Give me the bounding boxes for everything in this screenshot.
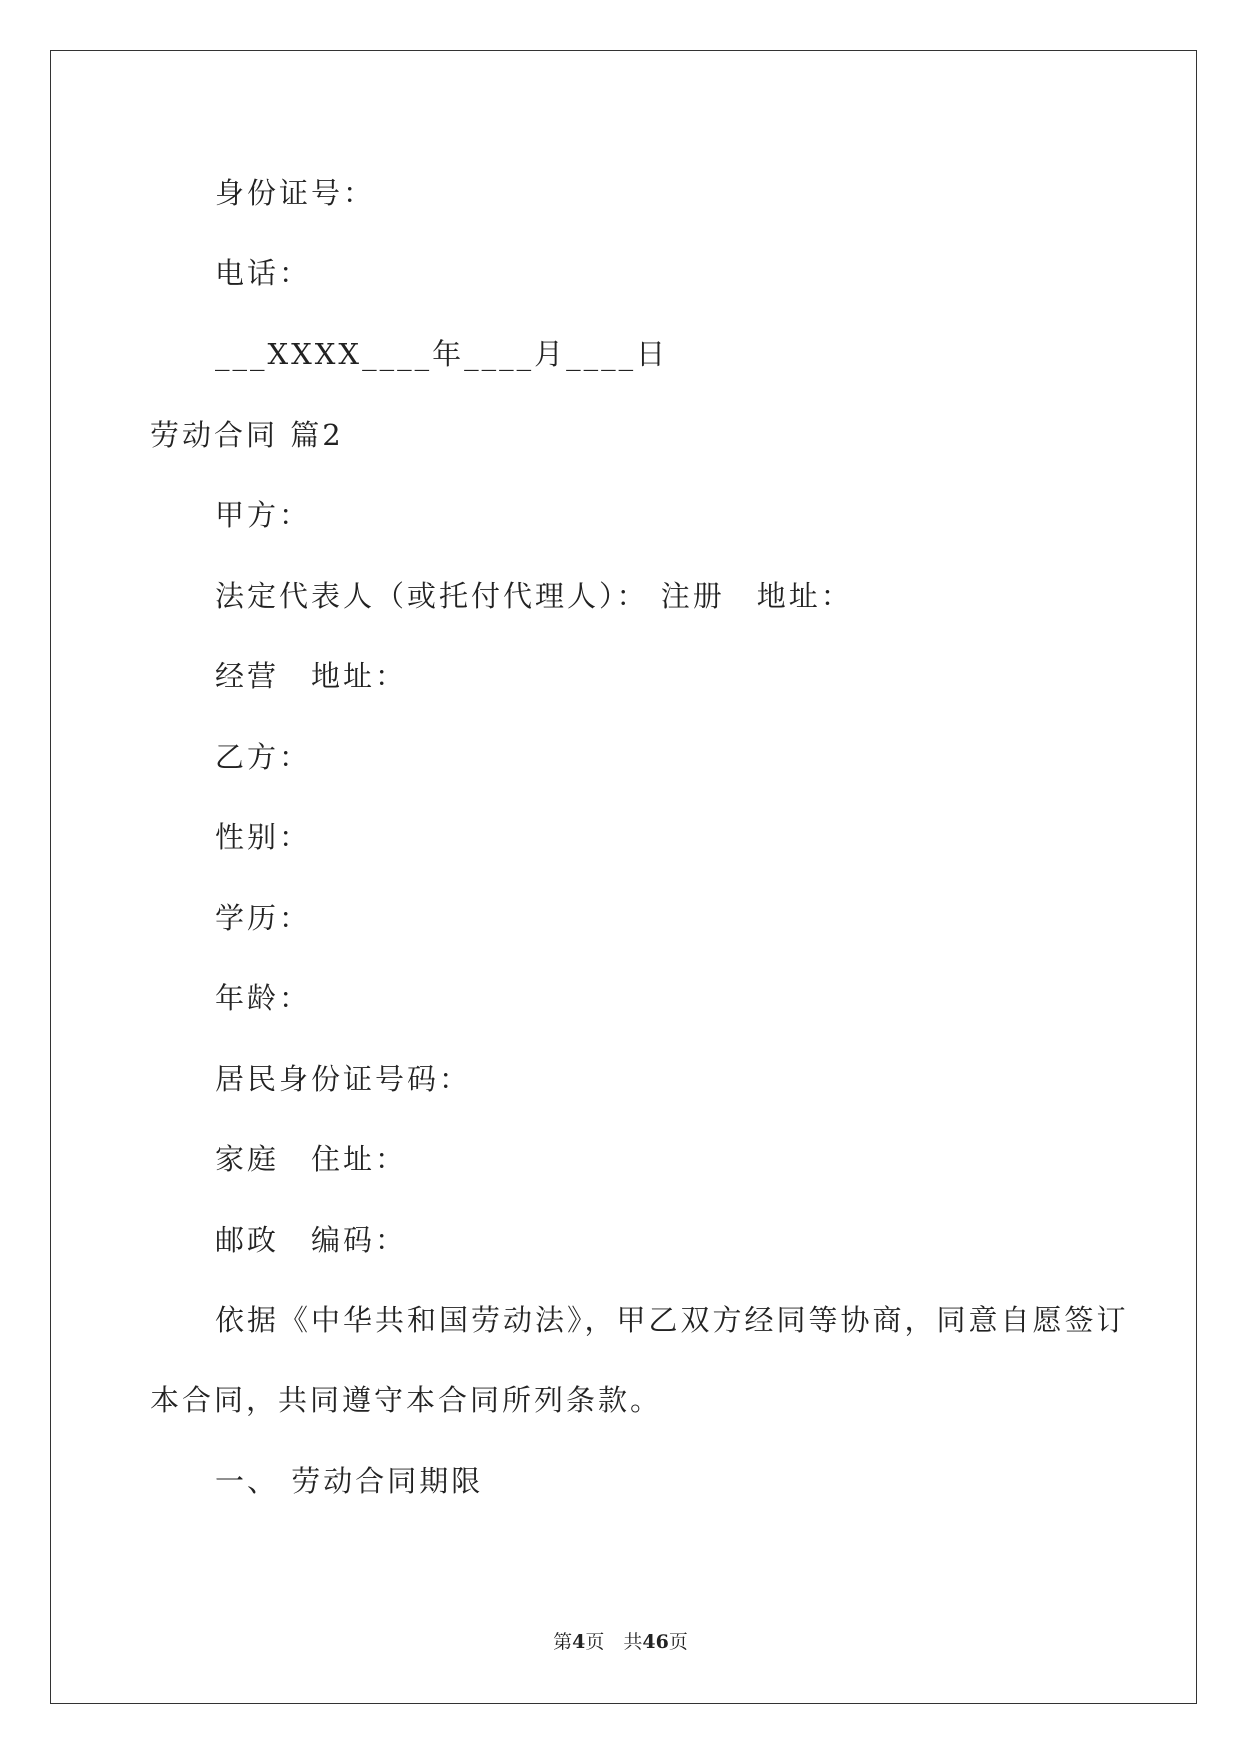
- phone-label: 电话：: [215, 256, 312, 290]
- footer-page-prefix: 第: [553, 1631, 573, 1653]
- home-address-label: 家庭 住址：: [215, 1142, 408, 1176]
- party-b-label: 乙方：: [215, 740, 312, 774]
- resident-id-label: 居民身份证号码：: [215, 1062, 472, 1096]
- education-label: 学历：: [215, 901, 312, 935]
- legal-representative-label: 法定代表人（或托付代理人）： 注册 地址：: [215, 579, 853, 613]
- footer-total-suffix: 页: [668, 1631, 688, 1653]
- gender-label: 性别：: [215, 820, 312, 854]
- date-line: ___XXXX____年____月____日: [215, 337, 669, 371]
- footer-total-pages: 46: [642, 1631, 669, 1653]
- age-label: 年龄：: [215, 981, 312, 1015]
- page-border: [50, 50, 1197, 1704]
- clause-heading: 一、 劳动合同期限: [215, 1464, 484, 1498]
- footer-page-number: 4: [572, 1631, 586, 1653]
- section-title: 劳动合同 篇2: [150, 418, 344, 452]
- id-number-label: 身份证号：: [215, 176, 376, 210]
- postal-code-label: 邮政 编码：: [215, 1223, 408, 1257]
- footer-page-suffix: 页 共: [585, 1631, 643, 1653]
- paragraph-line-1: 依据《中华共和国劳动法》，甲乙双方经同等协商，同意自愿签订: [215, 1303, 1129, 1337]
- paragraph-line-2: 本合同，共同遵守本合同所列条款。: [150, 1383, 663, 1417]
- business-address-label: 经营 地址：: [215, 659, 408, 693]
- page-footer: [0, 1630, 1241, 1654]
- party-a-label: 甲方：: [215, 498, 312, 532]
